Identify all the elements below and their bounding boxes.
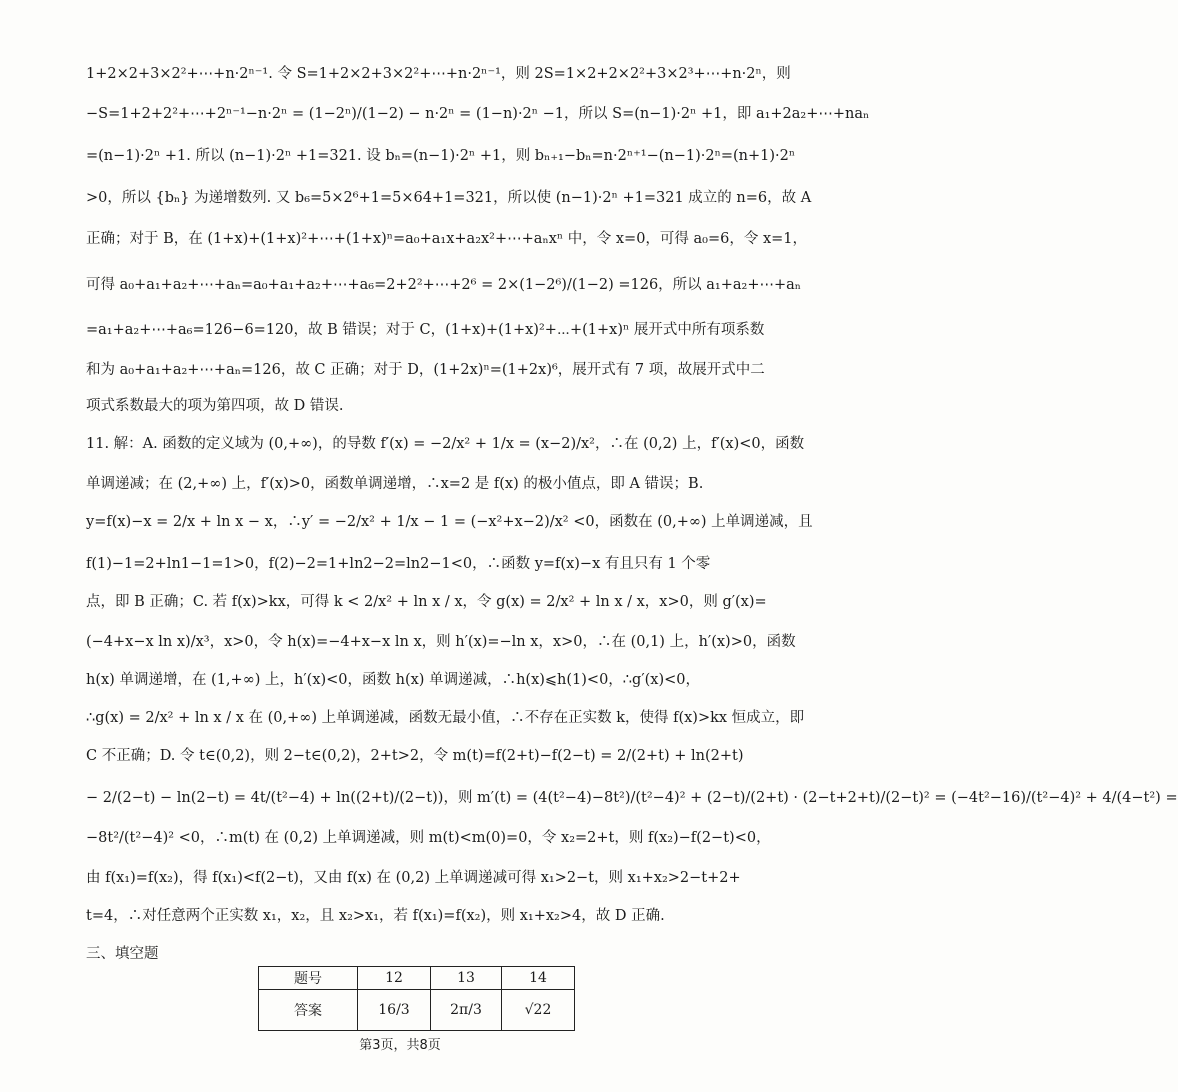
text-line: 1+2×2+3×2²+⋯+n·2ⁿ⁻¹. 令 S=1+2×2+3×2²+⋯+n·2ⁿ⁻¹，则 2S=1×2+2×2²+3×2³+⋯+n·2ⁿ，则: [86, 66, 791, 82]
text-line: =(n−1)·2ⁿ +1. 所以 (n−1)·2ⁿ +1=321. 设 bₙ=(n−1)·2ⁿ +1，则 bₙ₊₁−bₙ=n·2ⁿ⁺¹−(n−1)·2ⁿ=(n+1)·2ⁿ: [86, 148, 796, 164]
text-line: ∴g(x) = 2/x² + ln x / x 在 (0,+∞) 上单调递减，函数无最小值，∴不存在正实数 k，使得 f(x)>kx 恒成立，即: [86, 710, 805, 726]
answer-table: [258, 966, 575, 1031]
text-line: h(x) 单调递增，在 (1,+∞) 上，h′(x)<0，函数 h(x) 单调递减，∴h(x)⩽h(1)<0，∴g′(x)<0，: [86, 672, 700, 688]
text-line: 正确；对于 B，在 (1+x)+(1+x)²+⋯+(1+x)ⁿ=a₀+a₁x+a₂x²+⋯+aₙxⁿ 中，令 x=0，可得 a₀=6，令 x=1，: [86, 231, 808, 247]
text-line: (−4+x−x ln x)/x³，x>0，令 h(x)=−4+x−x ln x，则 h′(x)=−ln x，x>0，∴在 (0,1) 上，h′(x)>0，函数: [86, 634, 796, 650]
text-line: −S=1+2+2²+⋯+2ⁿ⁻¹−n·2ⁿ = (1−2ⁿ)/(1−2) − n·2ⁿ = (1−n)·2ⁿ −1，所以 S=(n−1)·2ⁿ +1，即 a₁+2a₂+⋯+naₙ: [86, 106, 870, 122]
answer-table-cell: 题号: [259, 967, 358, 990]
text-line: 11. 解：A. 函数的定义域为 (0,+∞)，的导数 f′(x) = −2/x² + 1/x = (x−2)/x²，∴在 (0,2) 上，f′(x)<0，函数: [86, 436, 805, 452]
answer-table-cell: 14: [502, 967, 575, 990]
answer-table-cell: 答案: [259, 990, 358, 1031]
text-line: t=4，∴对任意两个正实数 x₁，x₂，且 x₂>x₁，若 f(x₁)=f(x₂)，则 x₁+x₂>4，故 D 正确.: [86, 908, 665, 924]
text-line: −8t²/(t²−4)² <0，∴m(t) 在 (0,2) 上单调递减，则 m(t)<m(0)=0，令 x₂=2+t，则 f(x₂)−f(2−t)<0，: [86, 830, 771, 846]
text-line: 单调递减；在 (2,+∞) 上，f′(x)>0，函数单调递增，∴x=2 是 f(x) 的极小值点，即 A 错误；B.: [86, 476, 704, 492]
text-line: y=f(x)−x = 2/x + ln x − x，∴y′ = −2/x² + 1/x − 1 = (−x²+x−2)/x² <0，函数在 (0,+∞) 上单调递减，且: [86, 514, 813, 530]
answer-table-cell: 2π/3: [431, 990, 502, 1031]
text-line: =a₁+a₂+⋯+a₆=126−6=120，故 B 错误；对于 C，(1+x)+(1+x)²+⋯+(1+x)ⁿ 展开式中所有项系数: [86, 322, 765, 338]
text-line: 项式系数最大的项为第四项，故 D 错误.: [86, 398, 344, 414]
text-line: 可得 a₀+a₁+a₂+⋯+aₙ=a₀+a₁+a₂+⋯+a₆=2+2²+⋯+2⁶ = 2×(1−2⁶)/(1−2) =126，所以 a₁+a₂+⋯+aₙ: [86, 277, 802, 293]
answer-table-cell: 16/3: [358, 990, 431, 1031]
text-line: − 2/(2−t) − ln(2−t) = 4t/(t²−4) + ln((2+t)/(2−t))，则 m′(t) = (4(t²−4)−8t²)/(t²−4)² + (2−t)/(2+t) · (2−t+2+t)/(2−t)² = (−4t²−16)/(t²−4)² + 4/(4−t²) =: [86, 790, 1178, 806]
text-line: 和为 a₀+a₁+a₂+⋯+aₙ=126，故 C 正确；对于 D，(1+2x)ⁿ=(1+2x)⁶，展开式有 7 项，故展开式中二: [86, 362, 765, 378]
text-line: 点，即 B 正确；C. 若 f(x)>kx，可得 k < 2/x² + ln x / x，令 g(x) = 2/x² + ln x / x，x>0，则 g′(x)=: [86, 594, 767, 610]
answer-table-cell: 13: [431, 967, 502, 990]
page-footer: 第3页，共8页: [359, 1038, 441, 1053]
section-heading: 三、填空题: [86, 946, 159, 962]
answer-table-answer-row: [259, 990, 575, 1031]
text-line: 由 f(x₁)=f(x₂)，得 f(x₁)<f(2−t)，又由 f(x) 在 (0,2) 上单调递减可得 x₁>2−t，则 x₁+x₂>2−t+2+: [86, 870, 741, 886]
text-line: C 不正确；D. 令 t∈(0,2)，则 2−t∈(0,2)，2+t>2，令 m(t)=f(2+t)−f(2−t) = 2/(2+t) + ln(2+t): [86, 748, 744, 764]
answer-table-cell: 12: [358, 967, 431, 990]
answer-table-header-row: [259, 967, 575, 990]
answer-table-cell: √22: [502, 990, 575, 1031]
text-line: f(1)−1=2+ln1−1=1>0，f(2)−2=1+ln2−2=ln2−1<0，∴函数 y=f(x)−x 有且只有 1 个零: [86, 556, 711, 572]
text-line: >0，所以 {bₙ} 为递增数列. 又 b₆=5×2⁶+1=5×64+1=321，所以使 (n−1)·2ⁿ +1=321 成立的 n=6，故 A: [86, 190, 812, 206]
